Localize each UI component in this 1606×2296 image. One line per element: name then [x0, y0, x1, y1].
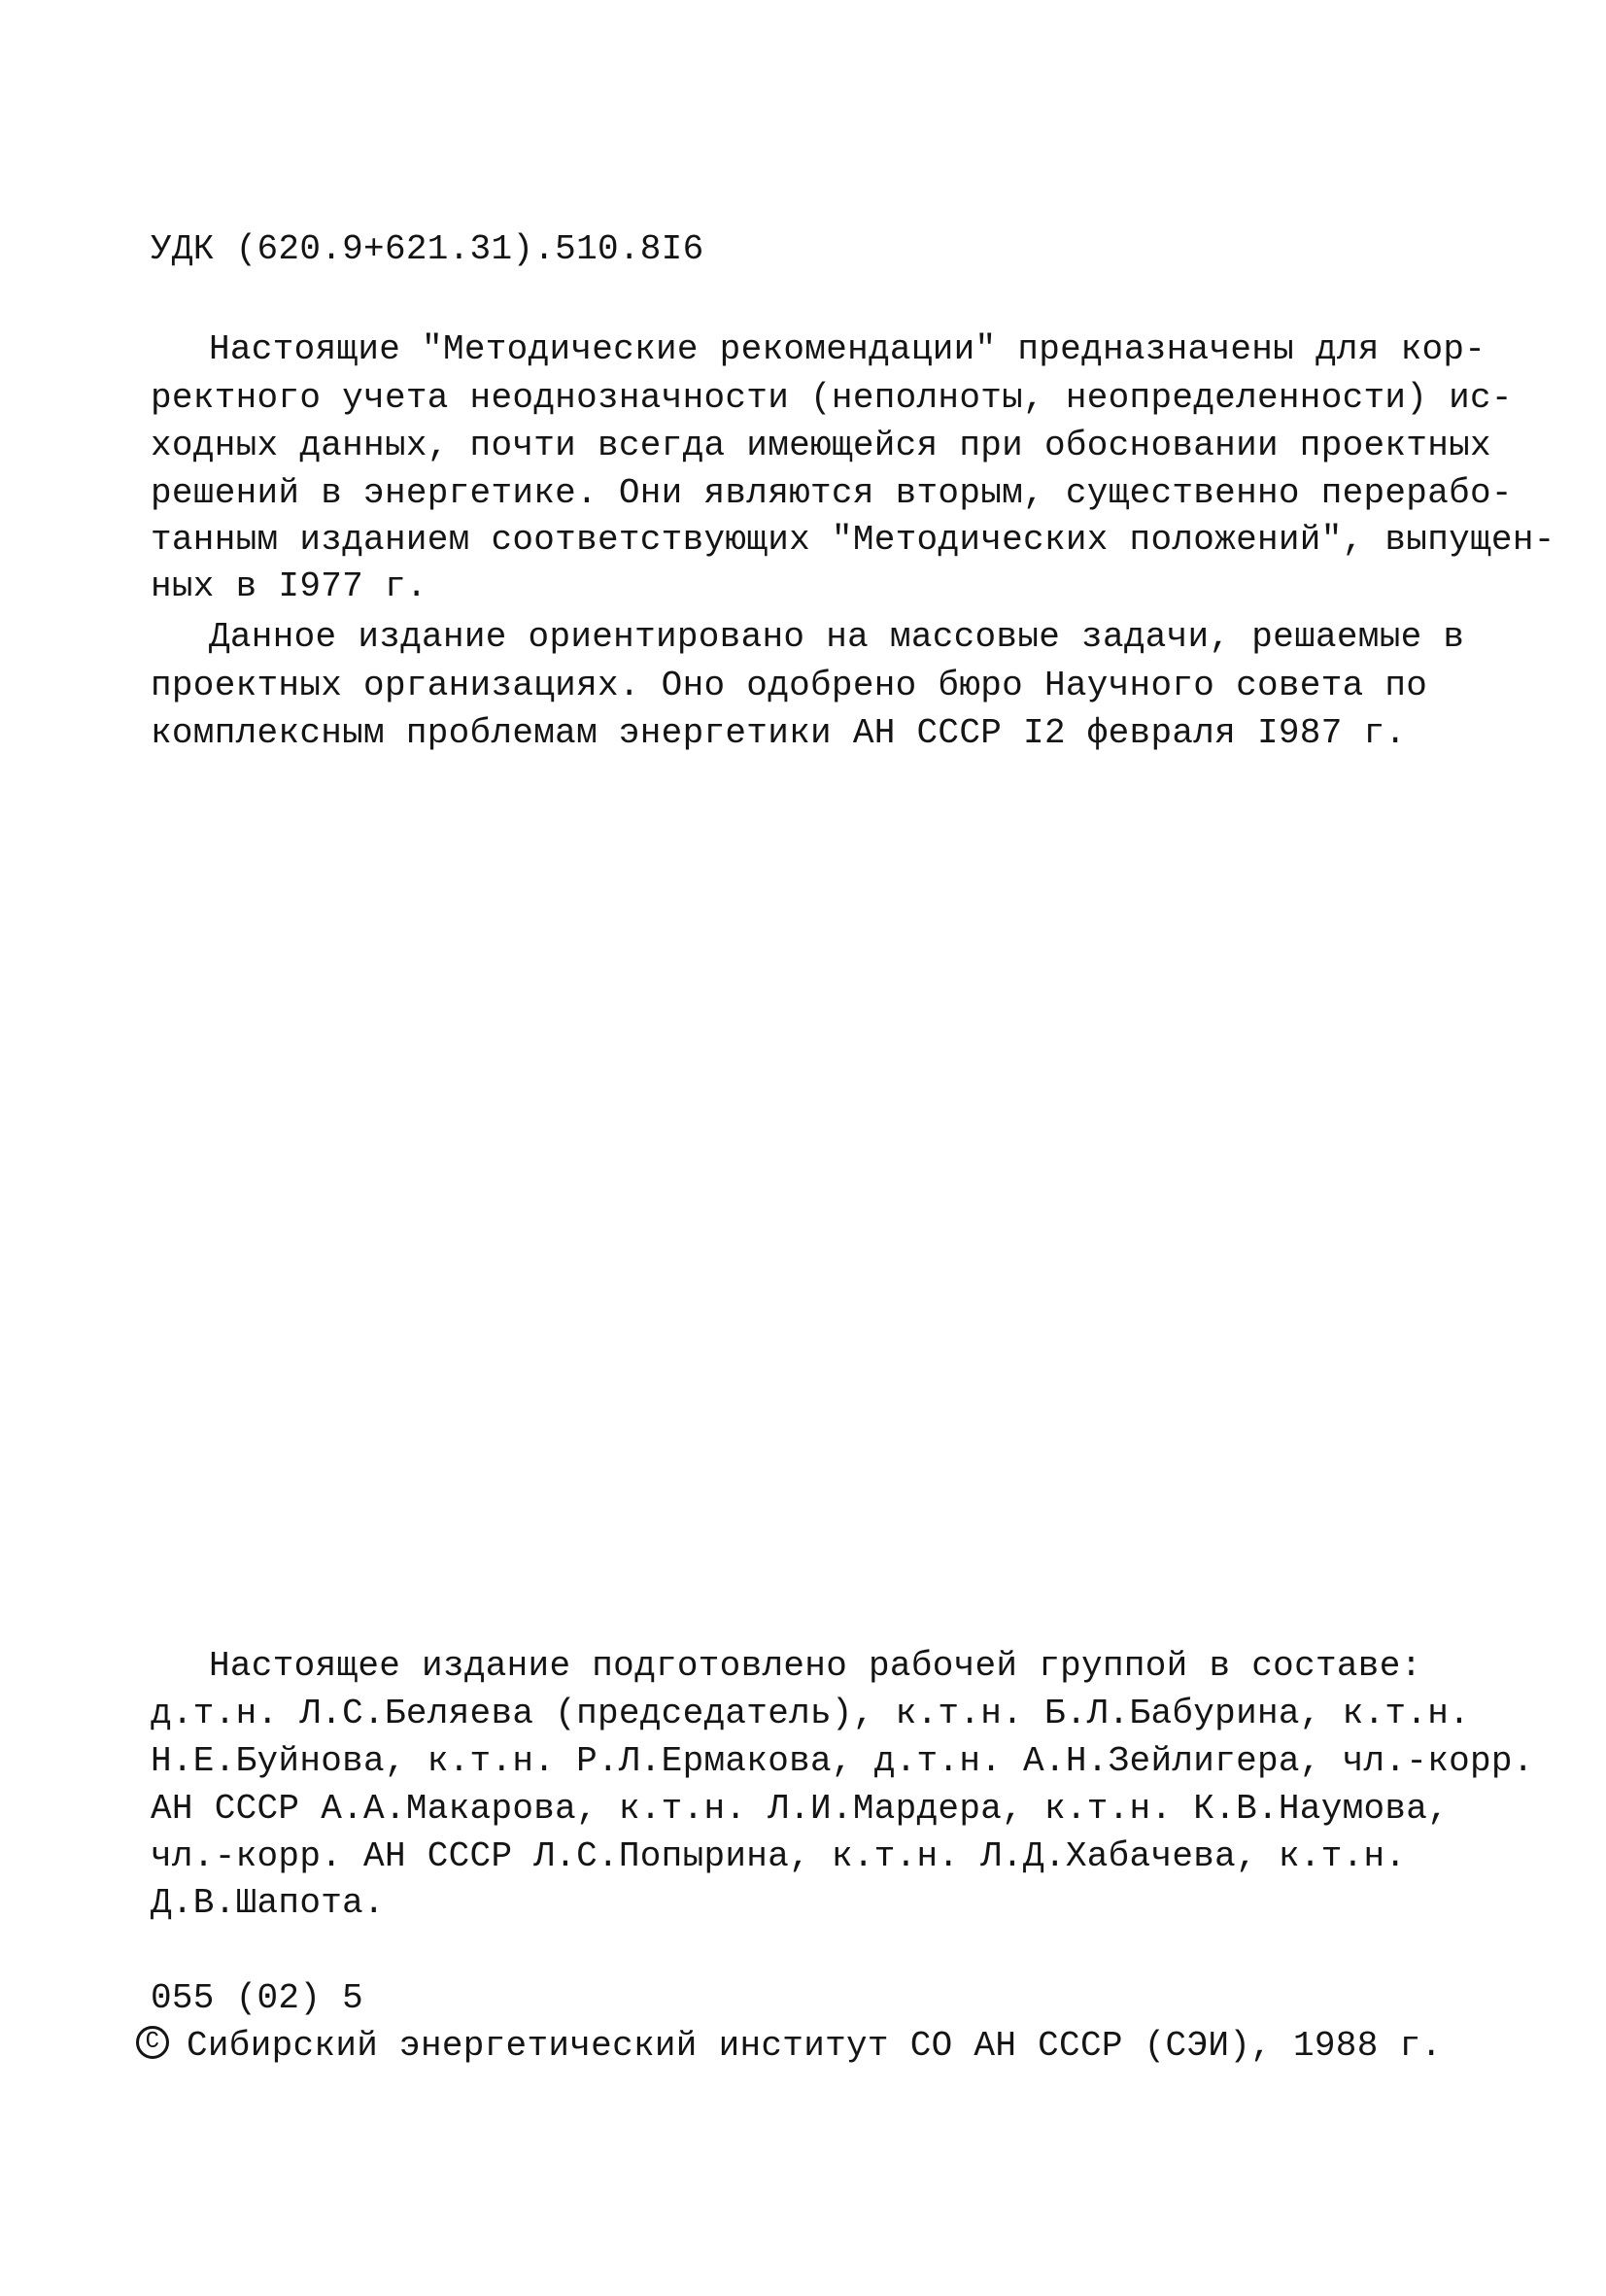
- paragraph-line: чл.-корр. АН СССР Л.С.Попырина, к.т.н. Л.Д.Хабачева, к.т.н.: [151, 1836, 1407, 1876]
- paragraph-line: Настоящие "Методические рекомендации" предназначены для кор-: [209, 329, 1486, 369]
- paragraph-line: комплексным проблемам энергетики АН СССР I2 февраля I987 г.: [151, 713, 1407, 753]
- paragraph-line: Настоящее издание подготовлено рабочей группой в составе:: [209, 1646, 1422, 1686]
- paragraph-line: Данное издание ориентировано на массовые задачи, решаемые в: [209, 617, 1465, 657]
- copyright-line: [136, 2023, 1442, 2070]
- paragraph-line: проектных организациях. Оно одобрено бюро Научного совета по: [151, 666, 1428, 705]
- udc-code: УДК (620.9+621.31).510.8I6: [151, 229, 704, 269]
- copyright-text: Сибирский энергетический институт СО АН СССР (СЭИ), 1988 г.: [187, 2026, 1443, 2066]
- paragraph-line: Д.В.Шапота.: [151, 1883, 385, 1923]
- paragraph-line: ректного учета неоднозначности (неполноты, неопределенности) ис-: [151, 378, 1513, 418]
- paragraph-line: АН СССР А.А.Макарова, к.т.н. Л.И.Мардера, к.т.н. К.В.Наумова,: [151, 1789, 1450, 1829]
- paragraph-line: д.т.н. Л.С.Беляева (председатель), к.т.н. Б.Л.Бабурина, к.т.н.: [151, 1694, 1471, 1733]
- copyright-icon: C: [136, 2026, 169, 2059]
- paragraph-line: ходных данных, почти всегда имеющейся при обосновании проектных: [151, 426, 1491, 465]
- paragraph-line: Н.Е.Буйнова, к.т.н. Р.Л.Ермакова, д.т.н. А.Н.Зейлигера, чл.-корр.: [151, 1741, 1534, 1781]
- paragraph-line: ных в I977 г.: [151, 566, 427, 606]
- paragraph-line: танным изданием соответствующих "Методических положений", выпущен-: [151, 520, 1555, 560]
- classification-code: 055 (02) 5: [151, 1978, 364, 2018]
- paragraph-line: решений в энергетике. Они являются вторым, существенно перерабо-: [151, 473, 1513, 513]
